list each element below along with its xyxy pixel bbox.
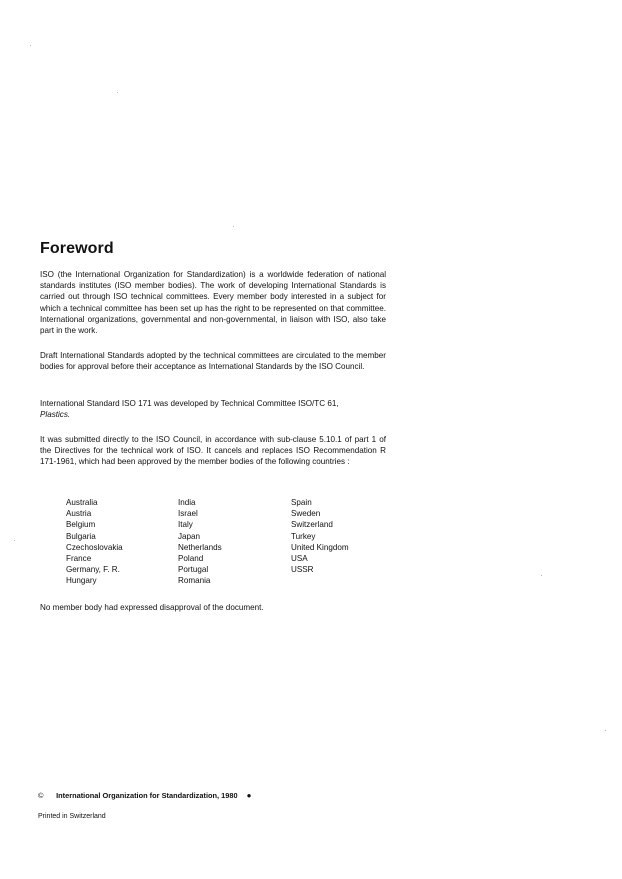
copyright-symbol: © [38,791,44,800]
country-name: Italy [178,520,193,530]
foreword-paragraph: ISO (the International Organization for Standardization) is a worldwide federation of national standards institutes (ISO member bodies). The work of developing International Standards is carried out through ISO technical committees. Every member body interested in a subject for which a technical committee has been set up has the right to be represented on that committee. International organizations, governmental and non-governmental, in liaison with ISO, also take part in the work. [40,270,386,336]
country-column [178,497,222,587]
country-name: Spain [291,498,312,507]
country-name: Austria [66,509,92,519]
country-name: Romania [178,576,211,586]
member-country-list [66,497,386,585]
committee-title: Plastics. [40,410,71,420]
country-name: Hungary [66,576,97,586]
country-name: Netherlands [178,542,222,552]
country-name: Sweden [291,509,321,519]
copyright-text: International Organization for Standardization, 1980 [56,791,238,800]
country-column [66,497,123,587]
bullet-icon: ● [246,791,252,800]
country-name: Czechoslovakia [66,542,123,552]
development-text: International Standard ISO 171 was developed by Technical Committee ISO/TC 61, [40,399,339,408]
scan-speck [117,92,118,93]
country-name: India [178,498,196,507]
foreword-heading: Foreword [40,240,114,257]
country-name: Australia [66,498,98,507]
copyright-line [38,791,251,801]
scan-speck [605,730,606,731]
country-name: Bulgaria [66,531,96,541]
country-name: Turkey [291,531,316,541]
country-name: France [66,554,92,564]
country-name: United Kingdom [291,542,349,552]
country-name: USSR [291,565,314,575]
country-name: Belgium [66,520,96,530]
country-column [291,497,349,575]
country-name: Japan [178,531,201,541]
printed-location: Printed in Switzerland [38,813,106,820]
country-name: Poland [178,554,204,564]
scan-speck [541,575,542,576]
foreword-paragraph: Draft International Standards adopted by the technical committees are circulated to the member bodies for approval before their acceptance as International Standards by the ISO Council. [40,351,386,372]
foreword-paragraph: It was submitted directly to the ISO Council, in accordance with sub-clause 5.10.1 of part 1 of the Directives for the technical work of ISO. It cancels and replaces ISO Recommendation R 171-1961, which had been approved by the member bodies of the following countries : [40,435,386,467]
scan-speck [233,226,234,227]
country-name: Portugal [178,565,209,575]
development-paragraph [40,398,386,420]
country-name: Israel [178,509,198,519]
country-name: Switzerland [291,520,333,530]
scan-speck [30,45,31,46]
country-name: Germany, F. R. [66,565,120,575]
country-name: USA [291,554,308,564]
final-statement: No member body had expressed disapproval of the document. [40,603,264,612]
scan-speck [14,540,15,541]
